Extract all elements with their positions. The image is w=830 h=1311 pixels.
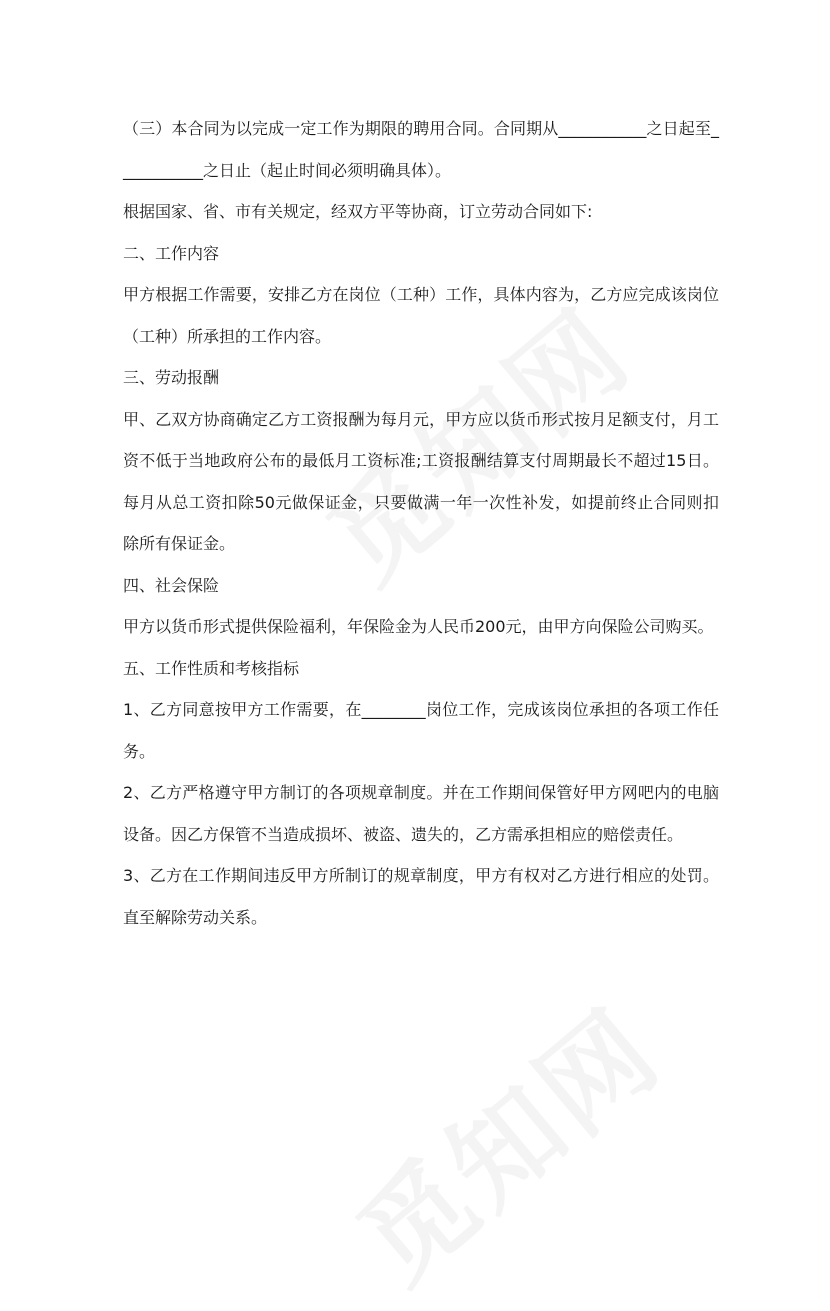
work-nature-clause-2: 2、乙方严格遵守甲方制订的各项规章制度。并在工作期间保管好甲方网吧内的电脑设备。因乙方保管不当造成损坏、被盗、遗失的，乙方需承担相应的赔偿责任。 — [123, 783, 719, 844]
section-heading-social-insurance: 四、社会保险 — [123, 575, 220, 595]
document-body — [123, 108, 719, 938]
watermark — [320, 967, 688, 1311]
social-insurance-paragraph: 甲方以货币形式提供保险福利，年保险金为人民币200元，由甲方向保险公司购买。 — [123, 617, 714, 636]
work-nature-clause-1: 1、乙方同意按甲方工作需要，在________岗位工作，完成该岗位承担的各项工作任务。 — [123, 700, 719, 761]
preamble-paragraph: 根据国家、省、市有关规定，经双方平等协商，订立劳动合同如下: — [123, 202, 593, 221]
work-nature-clause-3: 3、乙方在工作期间违反甲方所制订的规章制度，甲方有权对乙方进行相应的处罚。直至解除劳动关系。 — [123, 866, 719, 927]
contract-term-paragraph: （三）本合同为以完成一定工作为期限的聘用合同。合同期从___________之日起至___________之日止（起止时间必须明确具体）。 — [123, 119, 719, 180]
remuneration-paragraph: 甲、乙双方协商确定乙方工资报酬为每月元，甲方应以货币形式按月足额支付，月工资不低于当地政府公布的最低月工资标准;工资报酬结算支付周期最长不超过15日。每月从总工资扣除50元做保证金，只要做满一年一次性补发，如提前终止合同则扣除所有保证金。 — [123, 409, 719, 553]
work-content-paragraph: 甲方根据工作需要，安排乙方在岗位（工种）工作，具体内容为，乙方应完成该岗位（工种）所承担的工作内容。 — [123, 285, 719, 346]
section-heading-work-content: 二、工作内容 — [123, 243, 220, 263]
section-heading-work-nature: 五、工作性质和考核指标 — [123, 658, 300, 678]
section-heading-remuneration: 三、劳动报酬 — [123, 368, 220, 387]
